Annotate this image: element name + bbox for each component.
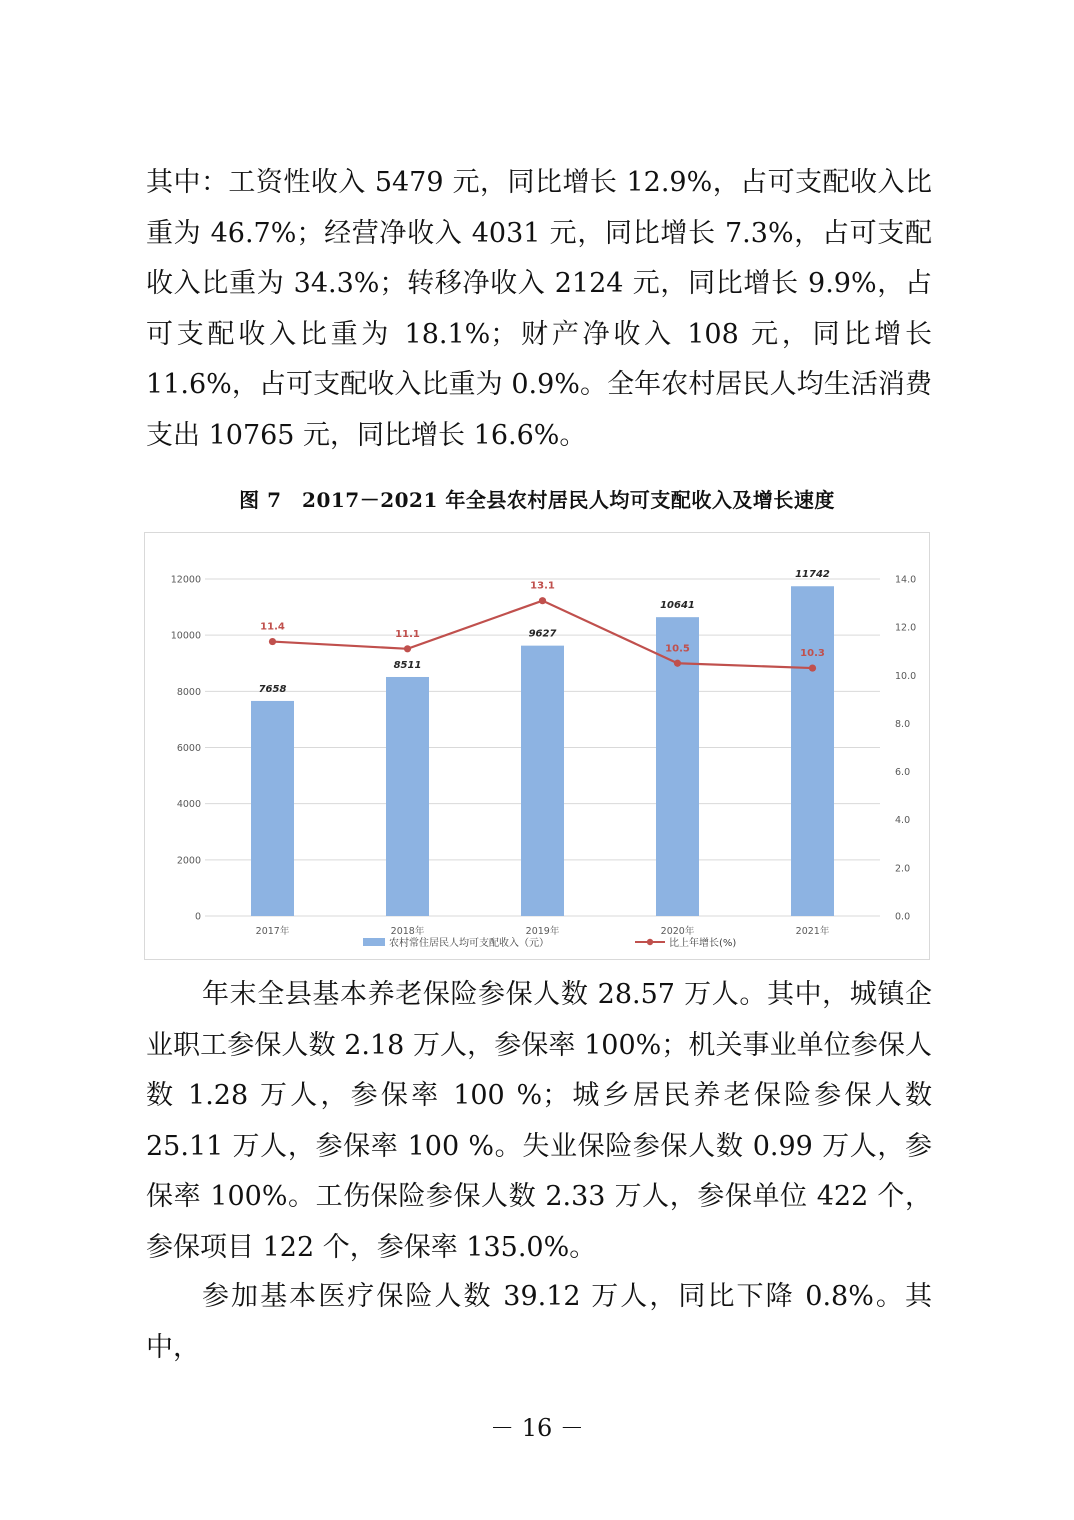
x-tick-label: 2020年 — [660, 926, 695, 937]
bar-value-label: 11742 — [795, 569, 830, 581]
growth-value-label: 10.5 — [665, 643, 690, 655]
y-left-tick-label: 0 — [194, 911, 201, 923]
paragraph-pension-insurance: 年末全县基本养老保险参保人数 28.57 万人。其中，城镇企业职工参保人数 2.18 万人，参保率 100%；机关事业单位参保人数 1.28 万人，参保率 100 %；城乡居民养老保险参保人数 25.11 万人，参保率 100 %。失业保险参保人数 0.99 万人，参保率 100%。工伤保险参保人数 2.33 万人，参保单位 422 个，参保项目 122 个，参保率 135.0%。 — [146, 979, 932, 1263]
bar-value-label: 8511 — [393, 659, 422, 671]
figure-caption: 图 7 2017－2021 年全县农村居民人均可支配收入及增长速度 — [239, 488, 835, 512]
paragraph-income-breakdown: 其中：工资性收入 5479 元，同比增长 12.9%，占可支配收入比重为 46.7%；经营净收入 4031 元，同比增长 7.3%，占可支配收入比重为 34.3%；转移净收入 2124 元，同比增长 9.9%，占可支配收入比重为 18.1%；财产净收入 108 元，同比增长 11.6%，占可支配收入比重为 0.9%。全年农村居民人均生活消费支出 10765 元，同比增长 16.6%。 — [146, 167, 932, 451]
bar-value-label: 10641 — [660, 600, 695, 612]
y-right-tick-label: 10.0 — [895, 670, 917, 682]
growth-point — [809, 664, 816, 671]
y-right-tick-label: 0.0 — [895, 911, 911, 923]
x-tick-label: 2021年 — [795, 926, 830, 937]
bar-value-label: 9627 — [528, 628, 557, 640]
growth-value-label: 11.1 — [395, 628, 420, 640]
y-right-tick-label: 2.0 — [895, 863, 911, 875]
page-number: － 16 － — [490, 1414, 584, 1442]
legend-bar-swatch — [363, 938, 385, 946]
growth-point — [674, 660, 681, 667]
y-right-tick-label: 8.0 — [895, 718, 911, 730]
bar-value-label: 7658 — [258, 683, 287, 695]
y-right-tick-label: 12.0 — [895, 622, 917, 634]
legend-bar-label: 农村常住居民人均可支配收入（元） — [389, 938, 549, 949]
y-left-tick-label: 10000 — [170, 630, 201, 642]
income-bar — [386, 677, 429, 916]
y-left-tick-label: 12000 — [170, 574, 201, 586]
x-tick-label: 2017年 — [255, 926, 290, 937]
x-tick-label: 2018年 — [390, 926, 425, 937]
y-left-tick-label: 4000 — [176, 799, 201, 811]
income-chart — [144, 532, 930, 960]
growth-value-label: 13.1 — [530, 580, 555, 592]
y-right-tick-label: 4.0 — [895, 815, 911, 827]
y-right-tick-label: 14.0 — [895, 574, 917, 586]
chart-canvas — [145, 533, 931, 961]
paragraph-medical-insurance: 参加基本医疗保险人数 39.12 万人，同比下降 0.8%。其中， — [146, 1281, 932, 1363]
growth-point — [269, 638, 276, 645]
income-bar — [521, 646, 564, 916]
y-right-tick-label: 6.0 — [895, 767, 911, 779]
growth-point — [404, 645, 411, 652]
income-bar — [791, 586, 834, 916]
legend-line-marker — [647, 939, 653, 945]
growth-value-label: 11.4 — [260, 621, 285, 633]
x-tick-label: 2019年 — [525, 926, 560, 937]
y-left-tick-label: 8000 — [176, 686, 201, 698]
income-bar — [251, 701, 294, 916]
y-left-tick-label: 6000 — [176, 743, 201, 754]
growth-value-label: 10.3 — [800, 648, 825, 660]
legend-line-label: 比上年增长(%) — [669, 938, 737, 949]
y-left-tick-label: 2000 — [176, 855, 201, 867]
growth-point — [539, 597, 546, 604]
